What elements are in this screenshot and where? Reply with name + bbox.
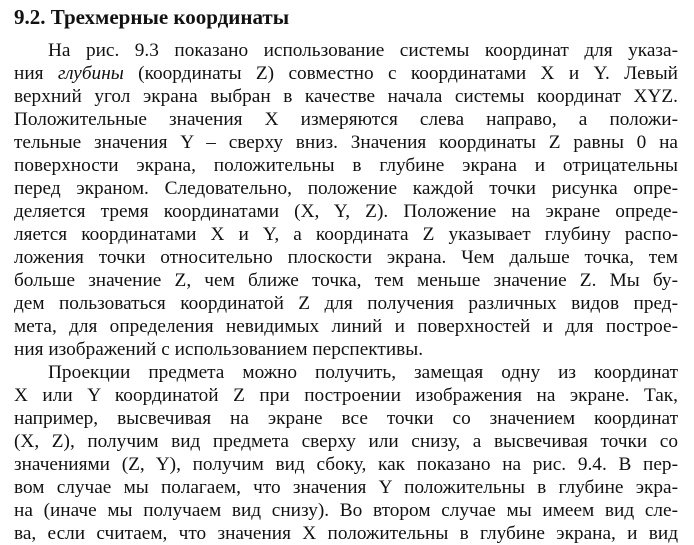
paragraph-line: на (иначе мы получаем вид снизу). Во втором случае мы имеем вид сле- xyxy=(14,500,678,521)
paragraph-line: На рис. 9.3 показано использование системы координат для указа- xyxy=(48,40,678,61)
line-text: ния xyxy=(14,63,58,84)
italic-term-depth: глубины xyxy=(57,63,124,84)
line-text: (координаты Z) совместно с координатами X и Y. Левый xyxy=(123,63,679,84)
paragraph-line: перед экраном. Следовательно, положение каждой точки рисунка опре- xyxy=(14,178,678,199)
paragraph-line xyxy=(14,62,678,85)
paragraph-line: X или Y координатой Z при построении изображения на экране. Так, xyxy=(14,385,678,406)
paragraph-line: деляется тремя координатами (X, Y, Z). Положение на экране опреде- xyxy=(14,201,678,222)
paragraph-line: поверхности экрана, положительны в глубине экрана и отрицательны xyxy=(14,155,678,176)
paragraph-line: дем пользоваться координатой Z для получения различных видов пред- xyxy=(14,293,678,314)
paragraph-line: ляется координатами X и Y, а координата Z указывает глубину распо- xyxy=(14,224,678,245)
paragraph-line: например, высвечивая на экране все точки со значением координат xyxy=(14,408,678,429)
paragraph-line: верхний угол экрана выбран в качестве начала системы координат XYZ. xyxy=(14,86,678,107)
section-heading: 9.2. Трехмерные координаты xyxy=(14,5,290,29)
paragraph-line: ва, если считаем, что значения X положительны в глубине экрана, и вид xyxy=(14,523,678,544)
paragraph-line: больше значение Z, чем ближе точка, тем меньше значение Z. Мы бу- xyxy=(14,270,678,291)
paragraph-line: тельные значения Y – сверху вниз. Значения координаты Z равны 0 на xyxy=(14,132,678,153)
paragraph-line: значениями (Z, Y), получим вид сбоку, как показано на рис. 9.4. В пер- xyxy=(14,454,678,475)
paragraph-line: ния изображений с использованием перспективы. xyxy=(14,339,424,360)
paragraph-line: вом случае мы полагаем, что значения Y положительны в глубине экра- xyxy=(14,477,678,498)
paragraph-line: Положительные значения X измеряются слева направо, а положи- xyxy=(14,109,678,130)
paragraph-line: (X, Z), получим вид предмета сверху или снизу, а высвечивая точки со xyxy=(14,431,678,452)
paragraph-line: Проекции предмета можно получить, замещая одну из координат xyxy=(48,362,678,383)
paragraph-line: ложения точки относительно плоскости экрана. Чем дальше точка, тем xyxy=(14,247,678,268)
paragraph-line: мета, для определения невидимых линий и поверхностей и для построе- xyxy=(14,316,678,337)
